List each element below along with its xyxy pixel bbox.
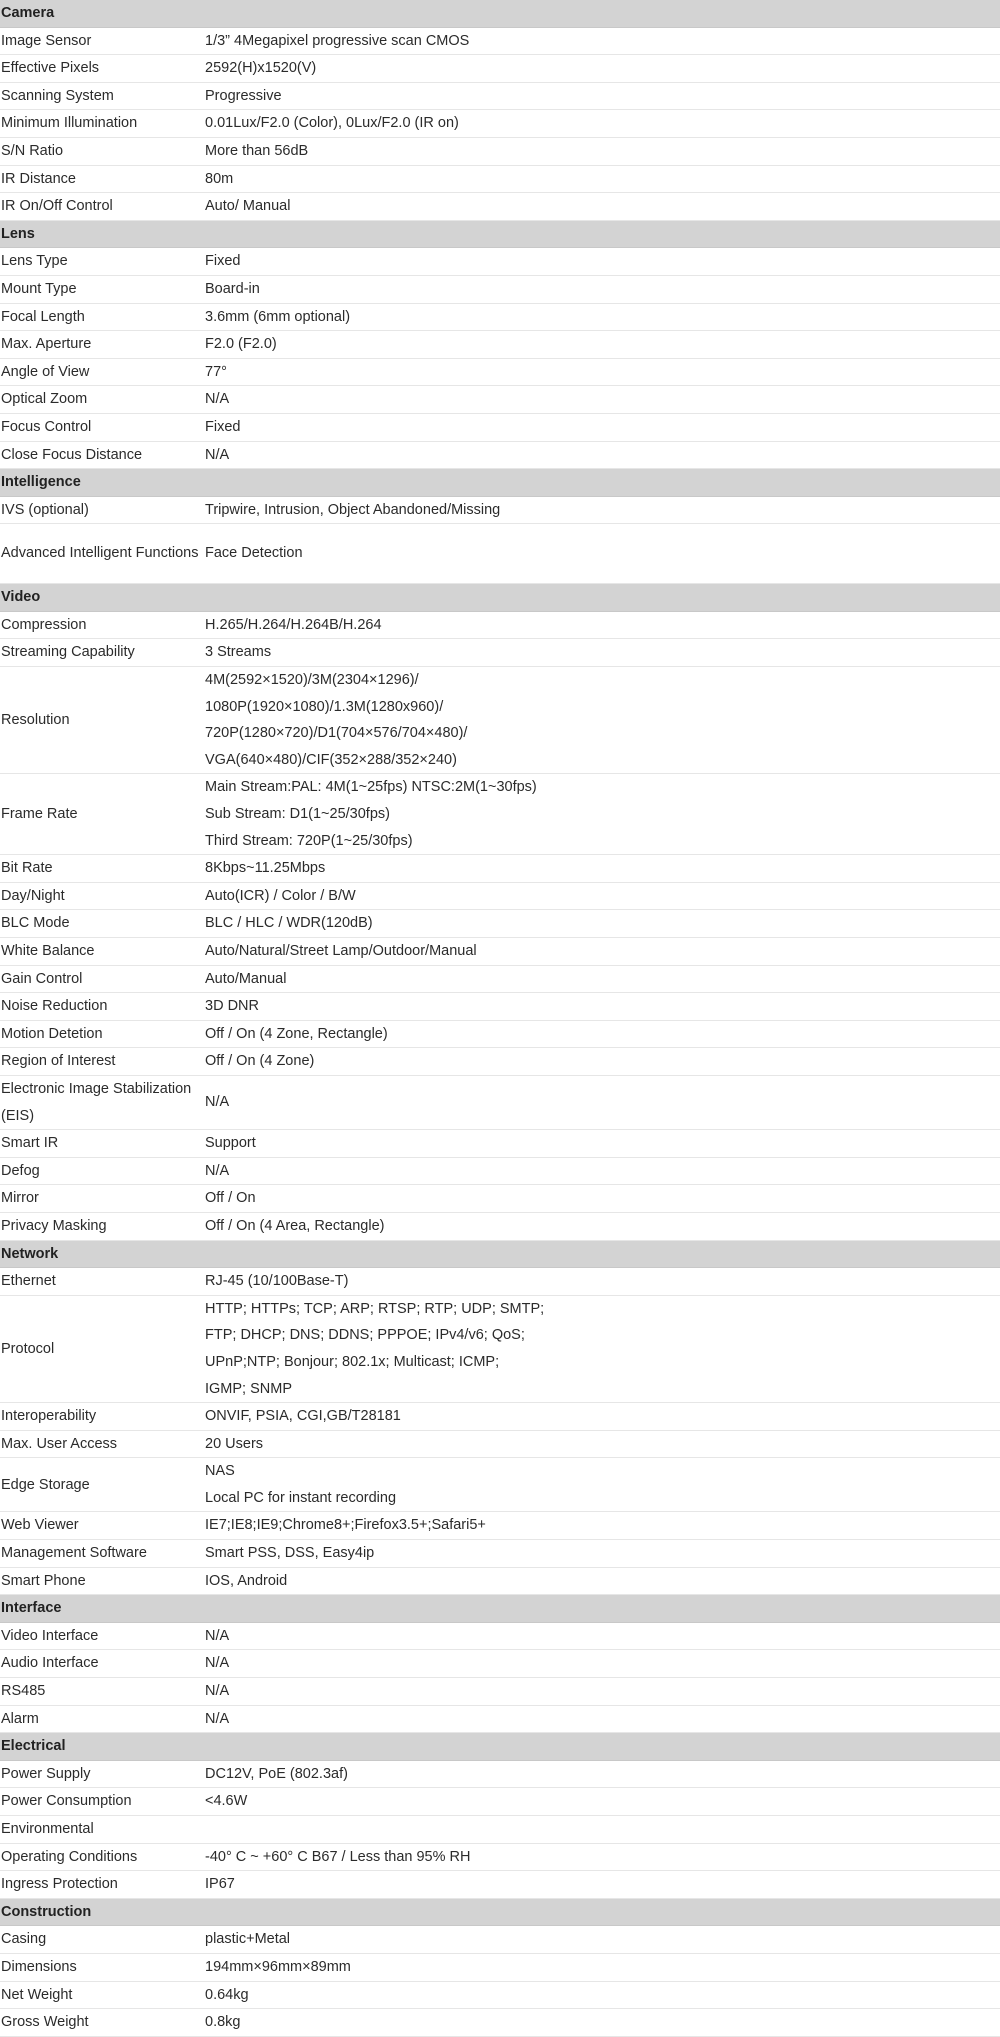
spec-label: Lens Type	[0, 248, 204, 276]
section-header-camera	[0, 0, 1000, 27]
spec-label: Frame Rate	[0, 774, 204, 855]
spec-row	[0, 1020, 1000, 1048]
spec-label: Power Consumption	[0, 1788, 204, 1816]
spec-row	[0, 82, 1000, 110]
spec-label: Streaming Capability	[0, 639, 204, 667]
spec-label: Image Sensor	[0, 27, 204, 55]
section-title: Electrical	[0, 1733, 1000, 1761]
spec-row	[0, 1403, 1000, 1431]
spec-row	[0, 1678, 1000, 1706]
spec-row	[0, 496, 1000, 524]
spec-label: Defog	[0, 1157, 204, 1185]
spec-label: Max. Aperture	[0, 331, 204, 359]
spec-label: Effective Pixels	[0, 55, 204, 83]
spec-row	[0, 1788, 1000, 1816]
spec-value-line: VGA(640×480)/CIF(352×288/352×240)	[205, 751, 457, 768]
spec-row	[0, 2009, 1000, 2037]
spec-value: Board-in	[204, 275, 1000, 303]
spec-value-line: 720P(1280×720)/D1(704×576/704×480)/	[205, 725, 468, 742]
spec-value-line: 1080P(1920×1080)/1.3M(1280x960)/	[205, 698, 444, 715]
spec-row	[0, 1705, 1000, 1733]
spec-row	[0, 1650, 1000, 1678]
spec-value: -40° C ~ +60° C B67 / Less than 95% RH	[204, 1843, 1000, 1871]
spec-value: Auto(ICR) / Color / B/W	[204, 882, 1000, 910]
spec-value: Tripwire, Intrusion, Object Abandoned/Missing	[204, 496, 1000, 524]
spec-value-line: HTTP; HTTPs; TCP; ARP; RTSP; RTP; UDP; SMTP;	[205, 1300, 545, 1317]
section-header-construction	[0, 1898, 1000, 1926]
spec-value: DC12V, PoE (802.3af)	[204, 1760, 1000, 1788]
spec-label: Web Viewer	[0, 1512, 204, 1540]
spec-value: IP67	[204, 1871, 1000, 1899]
spec-label: Focal Length	[0, 303, 204, 331]
spec-label: Motion Detetion	[0, 1020, 204, 1048]
spec-value: 194mm×96mm×89mm	[204, 1953, 1000, 1981]
spec-label: Power Supply	[0, 1760, 204, 1788]
spec-label: Day/Night	[0, 882, 204, 910]
spec-row	[0, 55, 1000, 83]
spec-value	[204, 1816, 1000, 1844]
spec-row	[0, 1981, 1000, 2009]
spec-value-line: Sub Stream: D1(1~25/30fps)	[205, 806, 390, 823]
section-header-intelligence	[0, 469, 1000, 497]
spec-value: 20 Users	[204, 1430, 1000, 1458]
spec-label: Alarm	[0, 1705, 204, 1733]
spec-value	[204, 1458, 1000, 1512]
spec-label: IR On/Off Control	[0, 193, 204, 221]
spec-value: 3D DNR	[204, 993, 1000, 1021]
section-title: Network	[0, 1240, 1000, 1268]
spec-row	[0, 938, 1000, 966]
spec-value: N/A	[204, 1075, 1000, 1129]
spec-value: Auto/ Manual	[204, 193, 1000, 221]
spec-value	[204, 667, 1000, 774]
spec-value: N/A	[204, 1650, 1000, 1678]
spec-label: RS485	[0, 1678, 204, 1706]
spec-value: N/A	[204, 386, 1000, 414]
spec-label: Smart Phone	[0, 1567, 204, 1595]
spec-value: ONVIF, PSIA, CGI,GB/T28181	[204, 1403, 1000, 1431]
spec-label: Operating Conditions	[0, 1843, 204, 1871]
spec-label: Gain Control	[0, 965, 204, 993]
spec-label: Mount Type	[0, 275, 204, 303]
spec-value-line: Local PC for instant recording	[205, 1489, 397, 1506]
spec-value: N/A	[204, 441, 1000, 469]
spec-row	[0, 165, 1000, 193]
spec-value: N/A	[204, 1157, 1000, 1185]
spec-value-line: NAS	[205, 1463, 235, 1480]
spec-label: Dimensions	[0, 1953, 204, 1981]
spec-value: 3.6mm (6mm optional)	[204, 303, 1000, 331]
spec-row	[0, 1926, 1000, 1954]
spec-row	[0, 774, 1000, 855]
spec-row	[0, 1622, 1000, 1650]
spec-row	[0, 386, 1000, 414]
spec-label: Resolution	[0, 667, 204, 774]
spec-label: Video Interface	[0, 1622, 204, 1650]
spec-value: Auto/Manual	[204, 965, 1000, 993]
spec-value: 0.01Lux/F2.0 (Color), 0Lux/F2.0 (IR on)	[204, 110, 1000, 138]
spec-label: Close Focus Distance	[0, 441, 204, 469]
spec-row	[0, 413, 1000, 441]
spec-value: 77°	[204, 358, 1000, 386]
spec-value: 1/3” 4Megapixel progressive scan CMOS	[204, 27, 1000, 55]
spec-value: Auto/Natural/Street Lamp/Outdoor/Manual	[204, 938, 1000, 966]
spec-row	[0, 639, 1000, 667]
spec-value: 2592(H)x1520(V)	[204, 55, 1000, 83]
spec-row	[0, 1048, 1000, 1076]
spec-value-line: IGMP; SNMP	[205, 1380, 293, 1397]
section-title: Video	[0, 584, 1000, 612]
spec-row	[0, 910, 1000, 938]
spec-value: Smart PSS, DSS, Easy4ip	[204, 1540, 1000, 1568]
spec-label: Management Software	[0, 1540, 204, 1568]
spec-value: 0.8kg	[204, 2009, 1000, 2037]
section-title: Camera	[0, 0, 1000, 27]
spec-label: Smart IR	[0, 1130, 204, 1158]
spec-row	[0, 1268, 1000, 1296]
spec-label: Protocol	[0, 1295, 204, 1402]
spec-label: Privacy Masking	[0, 1212, 204, 1240]
spec-value: F2.0 (F2.0)	[204, 331, 1000, 359]
spec-value: N/A	[204, 1705, 1000, 1733]
spec-label: Max. User Access	[0, 1430, 204, 1458]
spec-row	[0, 611, 1000, 639]
spec-label: Edge Storage	[0, 1458, 204, 1512]
spec-row	[0, 1512, 1000, 1540]
spec-label: Noise Reduction	[0, 993, 204, 1021]
spec-value: 0.64kg	[204, 1981, 1000, 2009]
spec-value: <4.6W	[204, 1788, 1000, 1816]
spec-value-line: FTP; DHCP; DNS; DDNS; PPPOE; IPv4/v6; QoS;	[205, 1327, 525, 1344]
section-title: Intelligence	[0, 469, 1000, 497]
spec-label: Focus Control	[0, 413, 204, 441]
spec-row	[0, 1295, 1000, 1402]
spec-label: Ingress Protection	[0, 1871, 204, 1899]
spec-row	[0, 1816, 1000, 1844]
spec-row	[0, 855, 1000, 883]
spec-row	[0, 1212, 1000, 1240]
section-header-electrical	[0, 1733, 1000, 1761]
spec-row	[0, 1075, 1000, 1129]
spec-row	[0, 1540, 1000, 1568]
spec-row	[0, 882, 1000, 910]
section-title: Construction	[0, 1898, 1000, 1926]
spec-value: N/A	[204, 1678, 1000, 1706]
spec-row	[0, 331, 1000, 359]
spec-label: BLC Mode	[0, 910, 204, 938]
spec-value: IOS, Android	[204, 1567, 1000, 1595]
spec-label: S/N Ratio	[0, 137, 204, 165]
spec-value-line: 4M(2592×1520)/3M(2304×1296)/	[205, 672, 419, 689]
spec-value: Face Detection	[204, 524, 1000, 584]
spec-label: Compression	[0, 611, 204, 639]
spec-row	[0, 1157, 1000, 1185]
spec-row	[0, 137, 1000, 165]
spec-value: Fixed	[204, 248, 1000, 276]
spec-row	[0, 667, 1000, 774]
spec-row	[0, 441, 1000, 469]
spec-label: Angle of View	[0, 358, 204, 386]
spec-row	[0, 1130, 1000, 1158]
spec-row	[0, 303, 1000, 331]
spec-row	[0, 358, 1000, 386]
spec-label: Environmental	[0, 1816, 204, 1844]
spec-value: Off / On	[204, 1185, 1000, 1213]
spec-row	[0, 193, 1000, 221]
section-header-interface	[0, 1595, 1000, 1623]
spec-row	[0, 248, 1000, 276]
spec-label: Audio Interface	[0, 1650, 204, 1678]
spec-value: IE7;IE8;IE9;Chrome8+;Firefox3.5+;Safari5+	[204, 1512, 1000, 1540]
spec-value: Off / On (4 Area, Rectangle)	[204, 1212, 1000, 1240]
spec-row	[0, 965, 1000, 993]
spec-value: More than 56dB	[204, 137, 1000, 165]
spec-value-line: Third Stream: 720P(1~25/30fps)	[205, 832, 413, 849]
spec-row	[0, 1430, 1000, 1458]
spec-value: H.265/H.264/H.264B/H.264	[204, 611, 1000, 639]
spec-row	[0, 1567, 1000, 1595]
spec-label: Casing	[0, 1926, 204, 1954]
spec-value: Progressive	[204, 82, 1000, 110]
spec-label: Optical Zoom	[0, 386, 204, 414]
spec-row	[0, 1458, 1000, 1512]
spec-label: Ethernet	[0, 1268, 204, 1296]
spec-value	[204, 1295, 1000, 1402]
spec-value	[204, 774, 1000, 855]
spec-label: White Balance	[0, 938, 204, 966]
section-title: Lens	[0, 220, 1000, 248]
spec-label: Scanning System	[0, 82, 204, 110]
spec-label: Interoperability	[0, 1403, 204, 1431]
spec-label: Gross Weight	[0, 2009, 204, 2037]
section-header-network	[0, 1240, 1000, 1268]
spec-value: 80m	[204, 165, 1000, 193]
spec-value: N/A	[204, 1622, 1000, 1650]
spec-value-line: Main Stream:PAL: 4M(1~25fps) NTSC:2M(1~30fps)	[205, 779, 537, 796]
spec-value: BLC / HLC / WDR(120dB)	[204, 910, 1000, 938]
section-header-video	[0, 584, 1000, 612]
spec-label: Minimum Illumination	[0, 110, 204, 138]
spec-label: IVS (optional)	[0, 496, 204, 524]
spec-label: Mirror	[0, 1185, 204, 1213]
spec-value: 3 Streams	[204, 639, 1000, 667]
spec-value: Off / On (4 Zone, Rectangle)	[204, 1020, 1000, 1048]
spec-row	[0, 1871, 1000, 1899]
spec-label: Electronic Image Stabilization (EIS)	[0, 1075, 204, 1129]
spec-value: Fixed	[204, 413, 1000, 441]
spec-label: Bit Rate	[0, 855, 204, 883]
spec-value-line: UPnP;NTP; Bonjour; 802.1x; Multicast; ICMP;	[205, 1353, 500, 1370]
spec-label: Advanced Intelligent Functions	[0, 524, 204, 584]
spec-value: plastic+Metal	[204, 1926, 1000, 1954]
spec-value: 8Kbps~11.25Mbps	[204, 855, 1000, 883]
spec-label: Net Weight	[0, 1981, 204, 2009]
spec-label: Region of Interest	[0, 1048, 204, 1076]
spec-value: RJ-45 (10/100Base-T)	[204, 1268, 1000, 1296]
spec-value: Support	[204, 1130, 1000, 1158]
section-header-lens	[0, 220, 1000, 248]
spec-row	[0, 275, 1000, 303]
spec-row	[0, 110, 1000, 138]
spec-label: IR Distance	[0, 165, 204, 193]
spec-row	[0, 1953, 1000, 1981]
spec-row	[0, 27, 1000, 55]
section-title: Interface	[0, 1595, 1000, 1623]
spec-row	[0, 524, 1000, 584]
spec-row	[0, 1185, 1000, 1213]
spec-row	[0, 1843, 1000, 1871]
spec-row	[0, 1760, 1000, 1788]
spec-value: Off / On (4 Zone)	[204, 1048, 1000, 1076]
spec-row	[0, 993, 1000, 1021]
